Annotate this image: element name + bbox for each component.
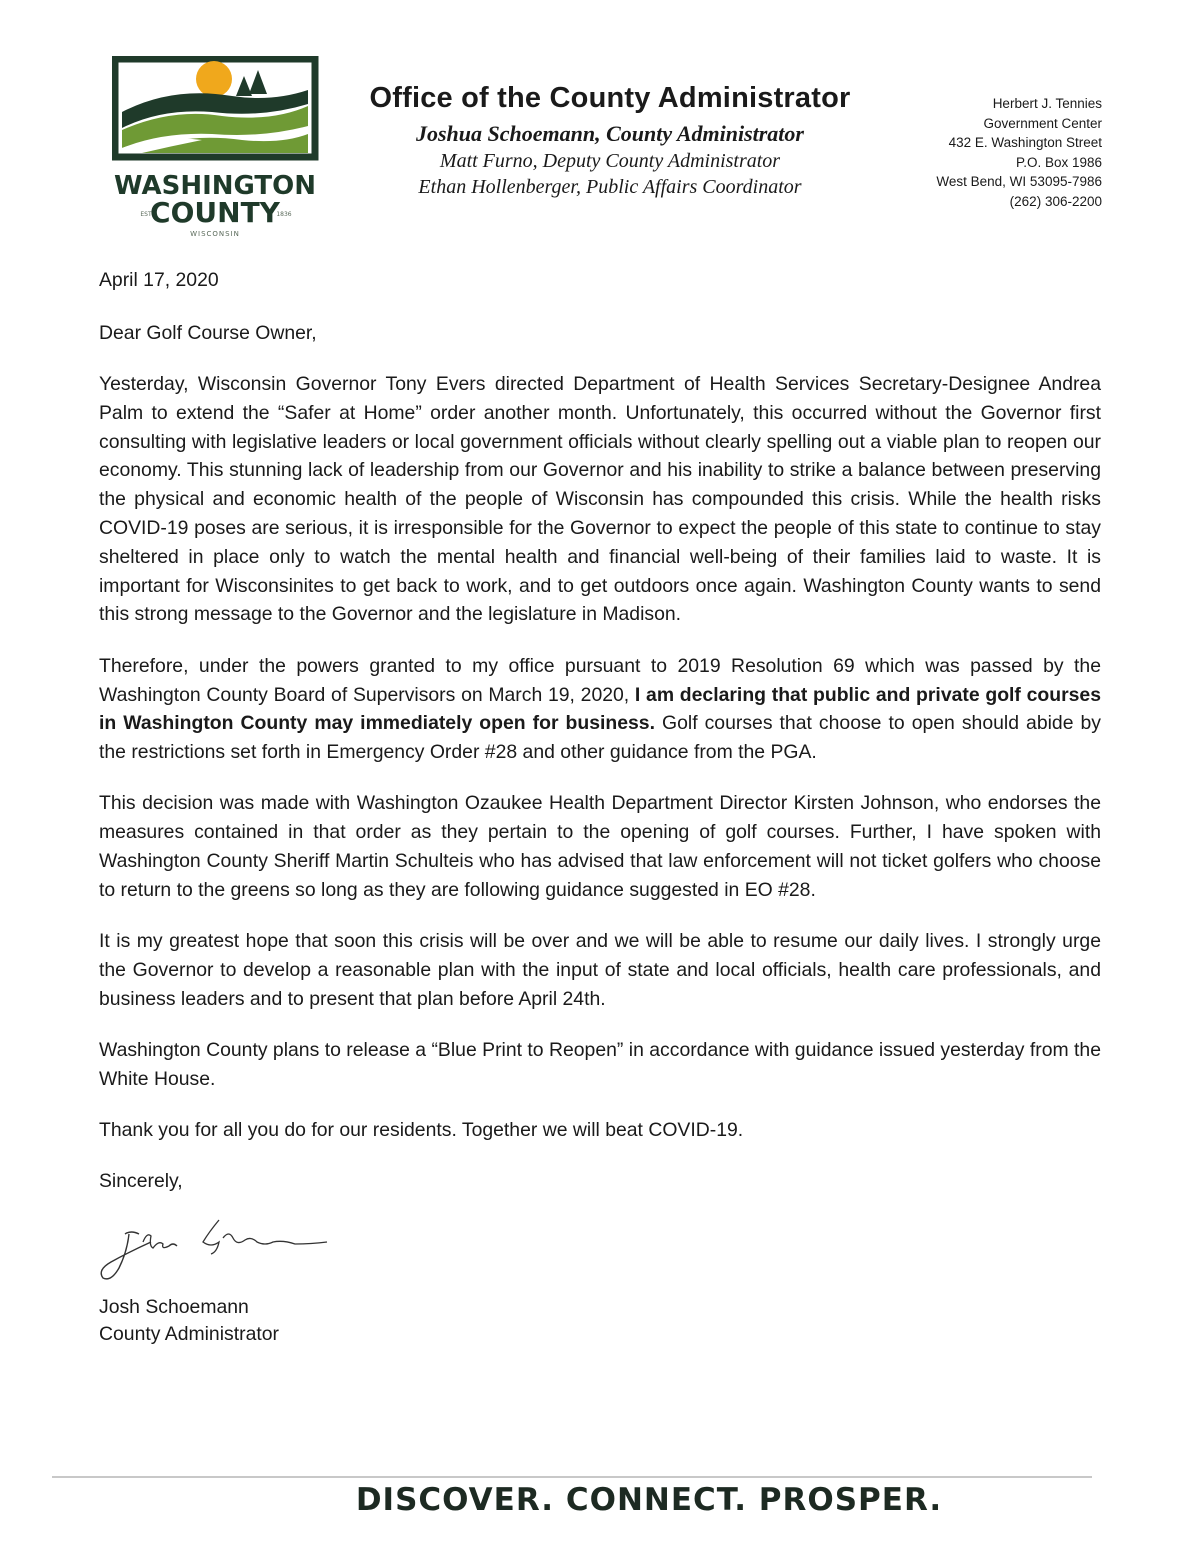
paragraph-1: Yesterday, Wisconsin Governor Tony Evers directed Department of Health Services Secretary-Designee Andrea Palm to extend the “Safer at Home” order another month. Unfortunately, this occurred without the Governor first consulting with legislative leaders or local government officials without clearly spelling out a viable plan to reopen our economy. This stunning lack of leadership from our Governor and his inability to strike a balance between preserving the physical and economic health of the people of Wisconsin has compounded this crisis. While the health risks COVID-19 poses are serious, it is irresponsible for the Governor to expect the people of this state to continue to stay sheltered in place only to watch the mental health and financial well-being of their families laid to waste. It is important for Wisconsinites to get back to work, and to get outdoors once again. Washington County wants to send this strong message to the Governor and the legislature in Madison. (99, 373, 1101, 626)
washington-county-logo (112, 56, 324, 242)
paragraph-2-declaration: I am declaring that public and private golf courses in Washington County may immediately open for business. (99, 683, 1101, 735)
paragraph-3: This decision was made with Washington Ozaukee Health Department Director Kirsten Johnson, who endorses the measures contained in that order as they pertain to the opening of golf courses. Further, I have spoken with Washington County Sheriff Martin Schulteis who has advised that law enforcement will not ticket golfers who choose to return to the greens so long as they are following guidance suggested in EO #28. (99, 792, 1101, 901)
address-line: 432 E. Washington Street (948, 135, 1102, 151)
footer-tagline: DISCOVER. CONNECT. PROSPER. (355, 1482, 943, 1518)
office-address (936, 94, 1102, 212)
address-line: West Bend, WI 53095-7986 (936, 174, 1102, 190)
administrator-name: Joshua Schoemann, County Administrator (416, 121, 804, 146)
closing: Sincerely, (99, 1170, 183, 1193)
logo-text-est: EST (140, 211, 152, 218)
address-line: Herbert J. Tennies (992, 96, 1102, 111)
address-line: P.O. Box 1986 (1015, 154, 1102, 170)
letter-body (99, 266, 1101, 1348)
paragraph-2 (99, 652, 1101, 767)
office-title: Office of the County Administrator (369, 82, 851, 114)
signature-block (99, 1294, 1101, 1348)
paragraph-2-start: Therefore, under the powers granted to my office pursuant to 2019 Resolution 69 which was passed by the Washington County Board of Supervisors on March 19, 2020, (99, 654, 1101, 706)
salutation: Dear Golf Course Owner, (99, 321, 317, 344)
logo-text-county: COUNTY (150, 196, 280, 229)
address-line: Government Center (983, 115, 1102, 131)
logo-text-state: WISCONSIN (190, 230, 240, 238)
letterhead-title-block (330, 82, 890, 202)
signer-name: Josh Schoemann (99, 1296, 249, 1319)
paragraph-6: Thank you for all you do for our residents. Together we will beat COVID-19. (99, 1119, 744, 1142)
paragraph-5: Washington County plans to release a “Blue Print to Reopen” in accordance with guidance issued yesterday from the White House. (99, 1039, 1101, 1090)
signer-title: County Administrator (99, 1323, 279, 1346)
letter-date: April 17, 2020 (99, 269, 219, 291)
footer-divider (52, 1476, 1092, 1478)
handwritten-signature (99, 1212, 339, 1292)
public-affairs-coordinator: Ethan Hollenberger, Public Affairs Coordinator (418, 176, 802, 198)
paragraph-4: It is my greatest hope that soon this crisis will be over and we will be able to resume our daily lives. I strongly urge the Governor to develop a reasonable plan with the input of state and local officials, health care professionals, and business leaders and to present that plan before April 24th. (99, 930, 1101, 1010)
paragraph-2-end: Golf courses that choose to open should abide by the restrictions set forth in Emergency Order #28 and other guidance from the PGA. (99, 712, 1101, 764)
address-phone: (262) 306-2200 (1009, 193, 1102, 209)
logo-text-washington: WASHINGTON (113, 171, 317, 201)
deputy-administrator: Matt Furno, Deputy County Administrator (439, 150, 781, 172)
logo-text-year: 1836 (276, 211, 292, 218)
